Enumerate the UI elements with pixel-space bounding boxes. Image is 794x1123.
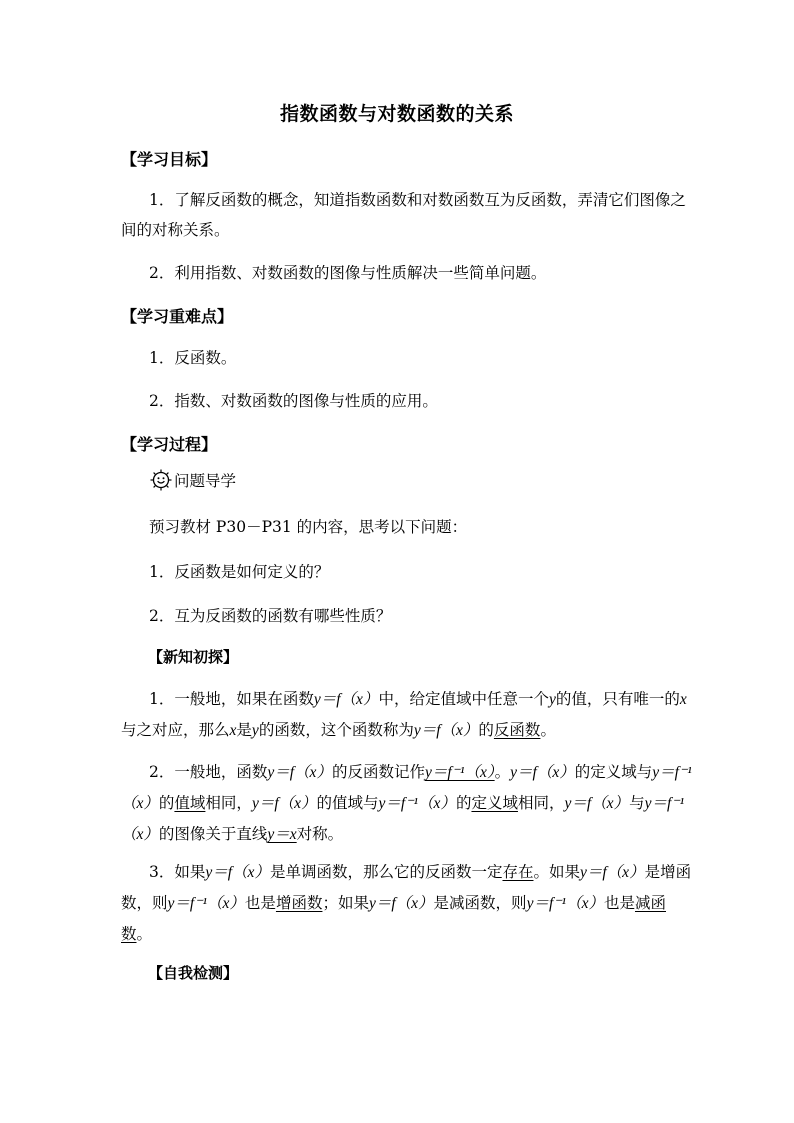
- variable: y: [251, 722, 259, 739]
- text-run: 的图像关于直线: [158, 825, 268, 843]
- formula: y＝f⁻¹（x）: [121, 764, 692, 812]
- formula: y＝f（x）: [564, 795, 630, 812]
- knowledge-paragraph-3: [121, 857, 693, 949]
- section-heading-goals: 【学习目标】: [121, 150, 218, 169]
- goal-2: 2．利用指数、对数函数的图像与性质解决一些简单问题。: [149, 264, 547, 282]
- text-run: 1．一般地，如果在函数: [149, 690, 314, 708]
- text-run: 的: [478, 721, 494, 739]
- key-point-2: 2．指数、对数函数的图像与性质的应用。: [149, 392, 438, 410]
- knowledge-paragraph-1: [121, 684, 693, 746]
- fill-blank-answer: 值域: [174, 794, 206, 812]
- text-run: 的值，只有唯一的: [555, 690, 680, 708]
- new-knowledge-heading: 【新知初探】: [148, 648, 239, 666]
- knowledge-paragraph-2: [121, 757, 693, 850]
- variable: x: [229, 722, 237, 739]
- text-run: 。: [540, 721, 556, 739]
- text-run: 相同，: [205, 794, 252, 812]
- section-heading-key-points: 【学习重难点】: [121, 307, 234, 326]
- text-run: 3．如果: [149, 863, 206, 881]
- goal-1: 1．了解反函数的概念，知道指数函数和对数函数互为反函数，弄清它们图像之间的对称关系。: [121, 191, 686, 239]
- fill-blank-answer: 存在: [502, 863, 534, 881]
- text-run: 的: [158, 794, 175, 812]
- formula: y＝f⁻¹（x）: [121, 795, 685, 843]
- text-run: 的定义域与: [574, 763, 653, 781]
- text-run: 。: [494, 763, 511, 781]
- text-run: 是增函数，则: [121, 863, 692, 912]
- text-run: 的函数，这个函数称为: [258, 721, 414, 739]
- fill-blank-answer: 增函数: [275, 894, 323, 912]
- guide-preview: 预习教材 P30－P31 的内容，思考以下问题：: [149, 518, 468, 536]
- fill-blank-answer: y＝f⁻¹（x）: [424, 764, 495, 781]
- formula: y＝f（x）: [267, 764, 332, 781]
- text-run: 2．一般地，函数: [149, 763, 268, 781]
- variable: y: [548, 691, 556, 708]
- guide-heading: [149, 468, 236, 496]
- guide-question-1: 1．反函数是如何定义的？: [149, 563, 330, 581]
- formula: y＝f（x）: [580, 864, 645, 881]
- text-run: 的值域与: [316, 794, 379, 812]
- text-run: 与之对应，那么: [121, 721, 230, 739]
- text-run: 是减函数，则: [433, 894, 527, 912]
- key-point-1: 1．反函数。: [149, 349, 237, 367]
- formula: y＝f（x）: [251, 795, 317, 812]
- section-heading-process: 【学习过程】: [121, 435, 218, 454]
- text-run: 是单调函数，那么它的反函数一定: [269, 863, 503, 881]
- formula: y＝f⁻¹（x）: [378, 795, 456, 812]
- guide-question-2: 2．互为反函数的函数有哪些性质？: [149, 607, 392, 625]
- text-run: 对称。: [296, 825, 344, 843]
- formula: y＝f（x）: [413, 722, 479, 739]
- formula: y＝f（x）: [368, 895, 434, 912]
- text-run: 中，给定值域中任意一个: [378, 690, 549, 708]
- text-run: 的反函数记作: [331, 763, 425, 781]
- fill-blank-answer: y＝x: [267, 826, 297, 843]
- formula: y＝f（x）: [510, 764, 575, 781]
- text-run: 。: [136, 925, 153, 943]
- formula: y＝f（x）: [205, 864, 270, 881]
- formula: y＝f（x）: [313, 691, 379, 708]
- text-run: 是: [236, 721, 252, 739]
- fill-blank-answer: 定义域: [471, 794, 518, 812]
- text-run: 。如果: [533, 863, 580, 881]
- guide-label: 问题导学: [174, 472, 237, 490]
- text-run: ；如果: [322, 894, 369, 912]
- fill-blank-answer: 减函数: [121, 894, 666, 943]
- text-run: 相同，: [517, 794, 565, 812]
- text-run: 也是: [244, 894, 276, 912]
- variable: x: [679, 691, 687, 708]
- fill-blank-answer: 反函数: [493, 721, 541, 739]
- text-run: 与: [629, 794, 645, 812]
- page-title: 指数函数与对数函数的关系: [279, 103, 514, 125]
- formula: y＝f⁻¹（x）: [167, 895, 245, 912]
- formula: y＝f⁻¹（x）: [526, 895, 604, 912]
- text-run: 也是: [603, 894, 635, 912]
- text-run: 的: [455, 794, 472, 812]
- smiley-icon: [149, 468, 173, 496]
- self-check-heading: 【自我检测】: [148, 964, 239, 982]
